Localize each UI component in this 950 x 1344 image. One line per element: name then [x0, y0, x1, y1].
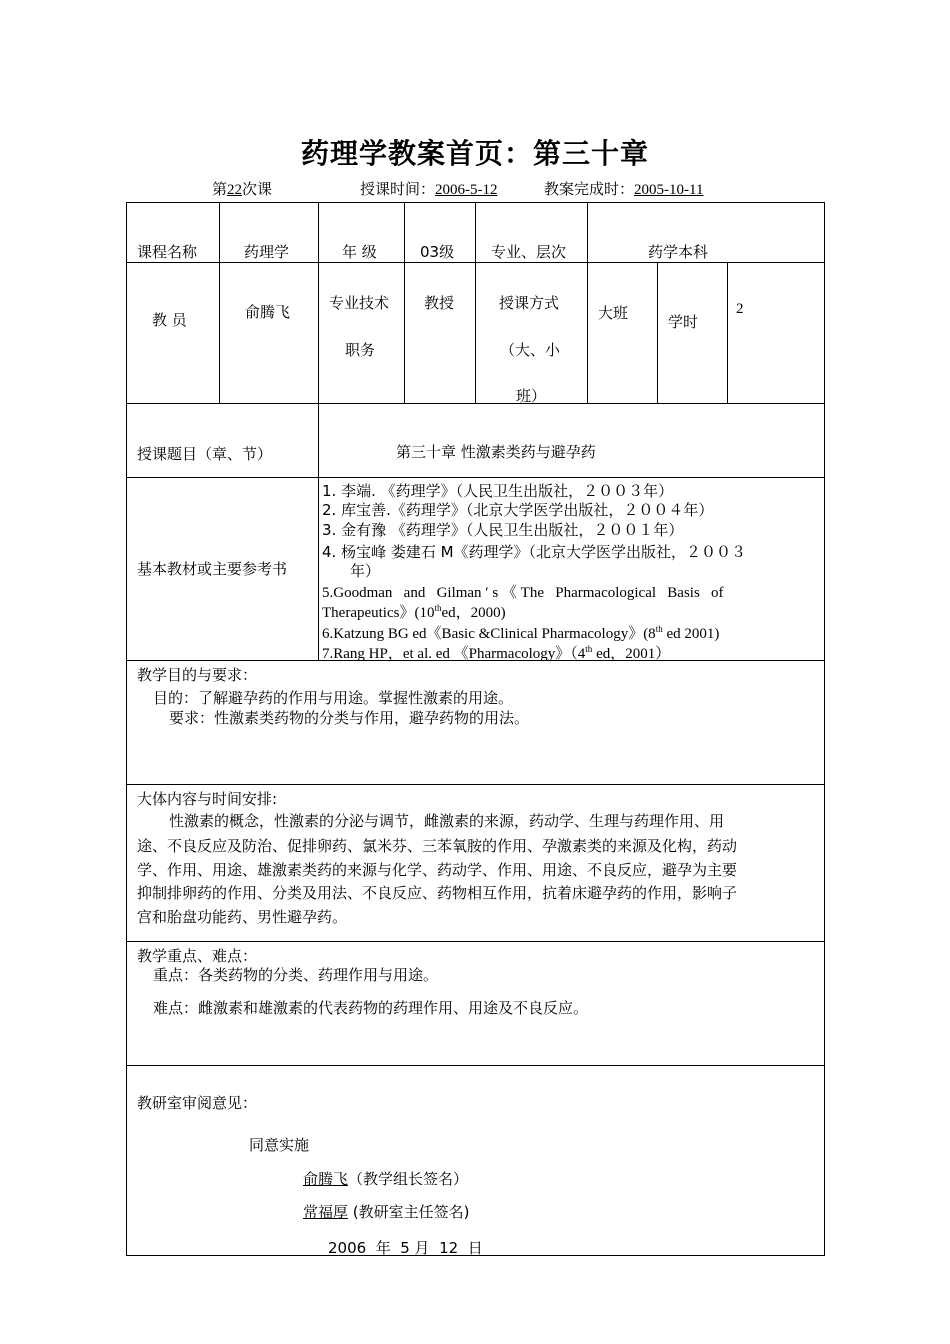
grade-label: 年 级	[342, 243, 377, 261]
hours-label: 学时	[668, 313, 699, 331]
col-divider	[318, 477, 319, 660]
title-label-line2: 职务	[345, 341, 376, 359]
content-line: 宫和胎盘功能药、男性避孕药。	[137, 908, 348, 926]
content-line: 学、作用、用途、雄激素类药的来源与化学、药动学、作用、用途、不良反应，避孕为主要	[137, 861, 738, 879]
teacher-value: 俞腾飞	[245, 303, 291, 321]
reference-item-cont: Therapeutics》(10thed，2000)	[322, 603, 506, 621]
row-divider	[126, 403, 825, 404]
reference-item: 5.Goodman and Gilman ′ s 《 The Pharmacological Basis of	[322, 585, 724, 601]
goals-requirement: 要求：性激素类药物的分类与作用，避孕药物的用法。	[169, 709, 530, 727]
keypoints-focus: 重点：各类药物的分类、药理作用与用途。	[153, 966, 439, 984]
review-date: 2006 年 5 月 12 日	[328, 1239, 483, 1257]
row-divider	[126, 477, 825, 478]
review-opinion: 同意实施	[249, 1136, 310, 1154]
grade-value: 03级	[420, 243, 455, 261]
reference-item: 4. 杨宝峰 娄建石 M《药理学》（北京大学医学出版社，２００３	[322, 543, 747, 561]
reference-item: 7.Rang HP，et al. ed 《Pharmacology》（4th ed，2001）	[322, 644, 671, 662]
signature-office-director: 常福厚 (教研室主任签名)	[303, 1203, 470, 1221]
title-label-line1: 专业技术	[329, 294, 390, 312]
col-divider	[404, 202, 405, 403]
done-time: 教案完成时：2005-10-11	[544, 180, 704, 198]
refs-label: 基本教材或主要参考书	[137, 560, 288, 578]
method-value: 大班	[598, 304, 629, 322]
keypoints-label: 教学重点、难点：	[137, 947, 258, 965]
course-value: 药理学	[244, 243, 290, 261]
content-label: 大体内容与时间安排:	[137, 790, 278, 808]
method-label-line2: （大、小	[500, 341, 561, 359]
teach-time: 授课时间：2006-5-12	[360, 180, 498, 198]
goals-purpose: 目的：了解避孕药的作用与用途。掌握性激素的用途。	[153, 689, 514, 707]
content-line: 抑制排卵药的作用、分类及用法、不良反应、药物相互作用，抗着床避孕药的作用，影响子	[137, 884, 738, 902]
title-value: 教授	[424, 294, 455, 312]
teacher-label: 教 员	[152, 311, 187, 329]
signature-group-leader: 俞腾飞（教学组长签名）	[303, 1170, 469, 1188]
lesson-number: 第22次课	[212, 180, 273, 198]
method-label-line3: 班）	[516, 387, 547, 405]
col-divider	[318, 202, 319, 477]
major-label: 专业、层次	[491, 243, 567, 261]
row-divider	[126, 1065, 825, 1066]
topic-value: 第三十章 性激素类药与避孕药	[396, 443, 596, 461]
reference-item: 6.Katzung BG ed《Basic &Clinical Pharmacology》(8th ed 2001)	[322, 624, 720, 642]
topic-label: 授课题目（章、节）	[137, 445, 273, 463]
reference-item: 1. 李端. 《药理学》（人民卫生出版社，２００３年）	[322, 482, 674, 500]
review-label: 教研室审阅意见：	[137, 1094, 258, 1112]
reference-item: 2. 库宝善.《药理学》（北京大学医学出版社，２００４年）	[322, 501, 714, 519]
col-divider	[727, 262, 728, 403]
goals-label: 教学目的与要求：	[137, 666, 258, 684]
reference-item-cont: 年）	[350, 562, 381, 580]
method-label-line1: 授课方式	[499, 294, 560, 312]
major-value: 药学本科	[648, 243, 709, 261]
keypoints-difficulty: 难点：雌激素和雄激素的代表药物的药理作用、用途及不良反应。	[153, 999, 589, 1017]
col-divider	[587, 202, 588, 403]
row-divider	[126, 784, 825, 785]
course-label: 课程名称	[137, 243, 198, 261]
reference-item: 3. 金有豫 《药理学》（人民卫生出版社，２００１年）	[322, 521, 684, 539]
hours-value: 2	[736, 301, 744, 317]
content-line: 途、不良反应及防治、促排卵药、氯米芬、三苯氧胺的作用、孕激素类的来源及化构，药动	[137, 837, 738, 855]
content-line: 性激素的概念，性激素的分泌与调节，雌激素的来源，药动学、生理与药理作用、用	[169, 812, 725, 830]
page-title: 药理学教案首页：第三十章	[300, 137, 649, 170]
col-divider	[219, 202, 220, 403]
col-divider	[657, 262, 658, 403]
row-divider	[126, 941, 825, 942]
col-divider	[475, 202, 476, 403]
